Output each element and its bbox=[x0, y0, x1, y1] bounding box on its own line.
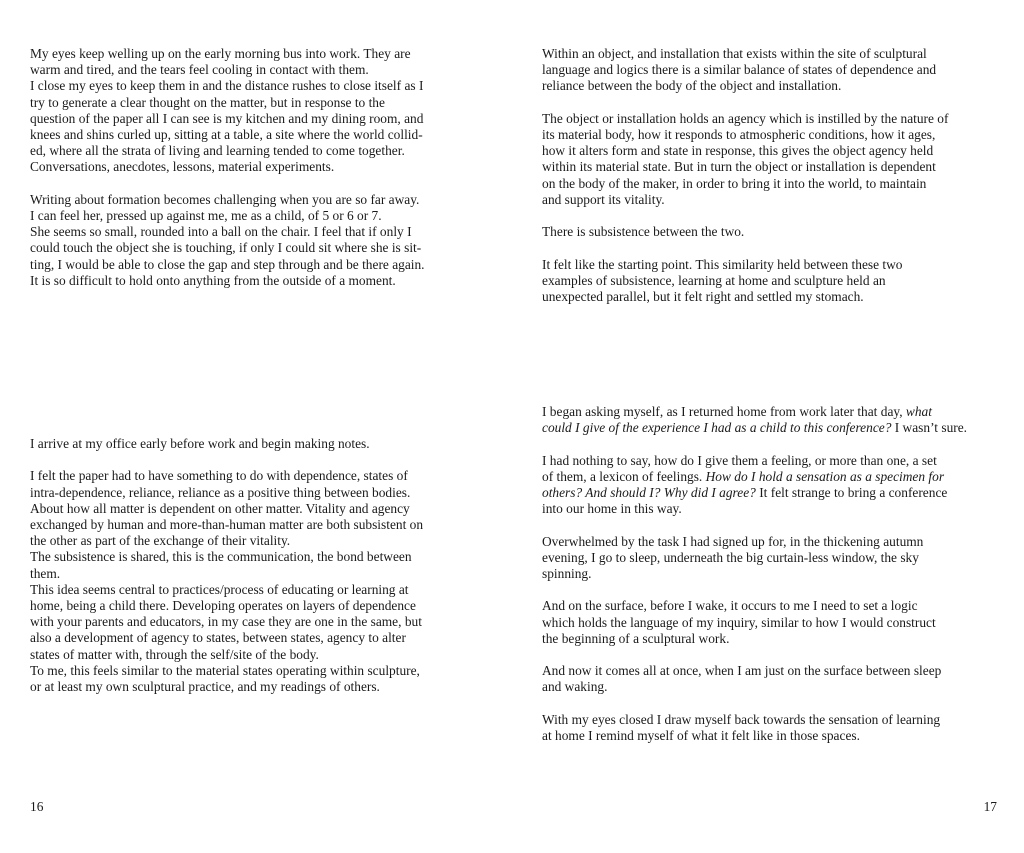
text-line: My eyes keep welling up on the early morning bus into work. They are bbox=[30, 46, 411, 61]
text-line bbox=[542, 485, 1004, 501]
text-run: Overwhelmed by the task I had signed up for, in the thickening autumn bbox=[542, 533, 924, 549]
paragraph bbox=[542, 257, 1004, 306]
text-line bbox=[542, 453, 1004, 469]
text-line: reliance between the body of the object and installation. bbox=[542, 78, 842, 94]
right-page bbox=[512, 0, 1024, 853]
text-line: the other as part of the exchange of their vitality. bbox=[30, 533, 291, 549]
text-line bbox=[542, 420, 1004, 436]
paragraph bbox=[542, 534, 1004, 583]
text-line bbox=[542, 728, 1004, 744]
text-line bbox=[542, 712, 1004, 728]
text-line: The object or installation holds an agency which is instilled by the nature of bbox=[542, 110, 949, 126]
text-line: warm and tired, and the tears feel cooling in contact with them. bbox=[30, 62, 369, 78]
text-run: It felt strange to bring a conference bbox=[755, 485, 948, 500]
text-line: There is subsistence between the two. bbox=[542, 224, 745, 240]
text-line: intra-dependence, reliance, reliance as a positive thing between bodies. bbox=[30, 484, 411, 500]
text-line: exchanged by human and more-than-human matter are both subsistent on bbox=[30, 517, 424, 532]
paragraph bbox=[542, 453, 1004, 518]
text-run: And on the surface, before I wake, it occurs to me I need to set a logic bbox=[542, 598, 918, 614]
text-run: evening, I go to sleep, underneath the big curtain-less window, the sky bbox=[542, 549, 919, 565]
text-line: and support its vitality. bbox=[542, 191, 665, 207]
text-line: I arrive at my office early before work and begin making notes. bbox=[30, 436, 370, 451]
text-line: Conversations, anecdotes, lessons, material experiments. bbox=[30, 159, 335, 175]
paragraph bbox=[542, 224, 1004, 240]
text-run: which holds the language of my inquiry, similar to how I would construct bbox=[542, 614, 936, 630]
right-top-text-block bbox=[542, 46, 1004, 305]
text-line bbox=[542, 631, 1004, 647]
right-bottom-text-block bbox=[542, 404, 1004, 744]
text-line: question of the paper all I can see is my kitchen and my dining room, and bbox=[30, 110, 424, 126]
paragraph bbox=[542, 712, 1004, 744]
text-line bbox=[542, 534, 1004, 550]
text-line: how it alters form and state in response, this gives the object agency held bbox=[542, 143, 934, 159]
text-line: The subsistence is shared, this is the communication, the bond between bbox=[30, 549, 412, 565]
text-run: With my eyes closed I draw myself back towards the sensation of learning bbox=[542, 711, 941, 727]
paragraph bbox=[30, 436, 482, 452]
text-line: examples of subsistence, learning at home and sculpture held an bbox=[542, 272, 886, 288]
text-line: on the body of the maker, in order to bring it into the world, to maintain bbox=[542, 175, 927, 191]
text-line: Within an object, and installation that exists within the site of sculptural bbox=[542, 46, 927, 61]
left-bottom-text-block bbox=[30, 436, 482, 695]
text-line: them. bbox=[30, 565, 61, 581]
text-run: I had nothing to say, how do I give them a feeling, or more than one, a set bbox=[542, 452, 937, 468]
paragraph bbox=[542, 46, 1004, 95]
text-line bbox=[542, 615, 1004, 631]
text-line: She seems so small, rounded into a ball on the chair. I feel that if only I bbox=[30, 224, 412, 240]
text-line: I felt the paper had to have something to do with dependence, states of bbox=[30, 468, 408, 484]
text-line bbox=[542, 550, 1004, 566]
text-line: states of matter with, through the self/site of the body. bbox=[30, 646, 319, 662]
text-line bbox=[542, 404, 1004, 420]
italic-text-run: could I give of the experience I had as a child to this conference? bbox=[542, 420, 892, 436]
text-run: spinning. bbox=[542, 566, 592, 581]
text-line bbox=[542, 679, 1004, 695]
text-line bbox=[542, 663, 1004, 679]
text-line: It is so difficult to hold onto anything from the outside of a moment. bbox=[30, 272, 396, 288]
text-line: its material body, how it responds to atmospheric conditions, how it ages, bbox=[542, 127, 936, 142]
text-line: I close my eyes to keep them in and the distance rushes to close itself as I bbox=[30, 78, 424, 94]
text-run: I began asking myself, as I returned home from work later that day, bbox=[542, 404, 906, 419]
left-top-text-block bbox=[30, 46, 482, 289]
text-run: And now it comes all at once, when I am just on the surface between sleep bbox=[542, 663, 942, 679]
paragraph bbox=[30, 468, 482, 695]
paragraph bbox=[542, 598, 1004, 647]
text-line: with your parents and educators, in my case they are one in the same, but bbox=[30, 614, 422, 630]
text-line bbox=[542, 598, 1004, 614]
italic-text-run: How do I hold a sensation as a specimen for bbox=[705, 468, 945, 484]
page-number-right: 17 bbox=[983, 799, 997, 814]
paragraph bbox=[542, 404, 1004, 436]
text-line bbox=[542, 501, 1004, 517]
text-line: ting, I would be able to close the gap and step through and be there again. bbox=[30, 256, 425, 272]
paragraph bbox=[30, 192, 482, 289]
text-line: Writing about formation becomes challenging when you are so far away. bbox=[30, 191, 420, 207]
text-line: try to generate a clear thought on the matter, but in response to the bbox=[30, 94, 385, 110]
text-run: at home I remind myself of what it felt like in those spaces. bbox=[542, 727, 860, 743]
paragraph bbox=[30, 46, 482, 176]
text-line: within its material state. But in turn the object or installation is dependent bbox=[542, 159, 936, 175]
text-line: I can feel her, pressed up against me, me as a child, of 5 or 6 or 7. bbox=[30, 208, 382, 224]
text-run: into our home in this way. bbox=[542, 501, 682, 517]
text-line: To me, this feels similar to the material states operating within sculpture, bbox=[30, 662, 420, 678]
text-run: the beginning of a sculptural work. bbox=[542, 630, 730, 646]
text-line: knees and shins curled up, sitting at a table, a site where the world collid- bbox=[30, 127, 423, 143]
text-line bbox=[542, 469, 1004, 485]
text-line: unexpected parallel, but it felt right and settled my stomach. bbox=[542, 289, 864, 304]
text-run: I wasn’t sure. bbox=[891, 420, 968, 436]
text-run: and waking. bbox=[542, 679, 608, 695]
italic-text-run: others? And should I? Why did I agree? bbox=[542, 485, 756, 500]
text-line bbox=[542, 566, 1004, 582]
page-number-left: 16 bbox=[30, 799, 44, 814]
text-line: home, being a child there. Developing operates on layers of dependence bbox=[30, 598, 416, 614]
text-line: This idea seems central to practices/process of educating or learning at bbox=[30, 581, 409, 597]
paragraph bbox=[542, 111, 1004, 208]
text-line: language and logics there is a similar balance of states of dependence and bbox=[542, 62, 937, 78]
text-line: also a development of agency to states, between states, agency to alter bbox=[30, 630, 406, 646]
text-line: ed, where all the strata of living and learning tended to come together. bbox=[30, 143, 405, 159]
italic-text-run: what bbox=[905, 404, 932, 419]
text-line: About how all matter is dependent on other matter. Vitality and agency bbox=[30, 500, 410, 516]
paragraph bbox=[542, 663, 1004, 695]
text-run: of them, a lexicon of feelings. bbox=[542, 468, 706, 484]
text-line: could touch the object she is touching, if only I could sit where she is sit- bbox=[30, 240, 422, 256]
text-line: or at least my own sculptural practice, and my readings of others. bbox=[30, 679, 380, 695]
text-line: It felt like the starting point. This similarity held between these two bbox=[542, 256, 903, 272]
